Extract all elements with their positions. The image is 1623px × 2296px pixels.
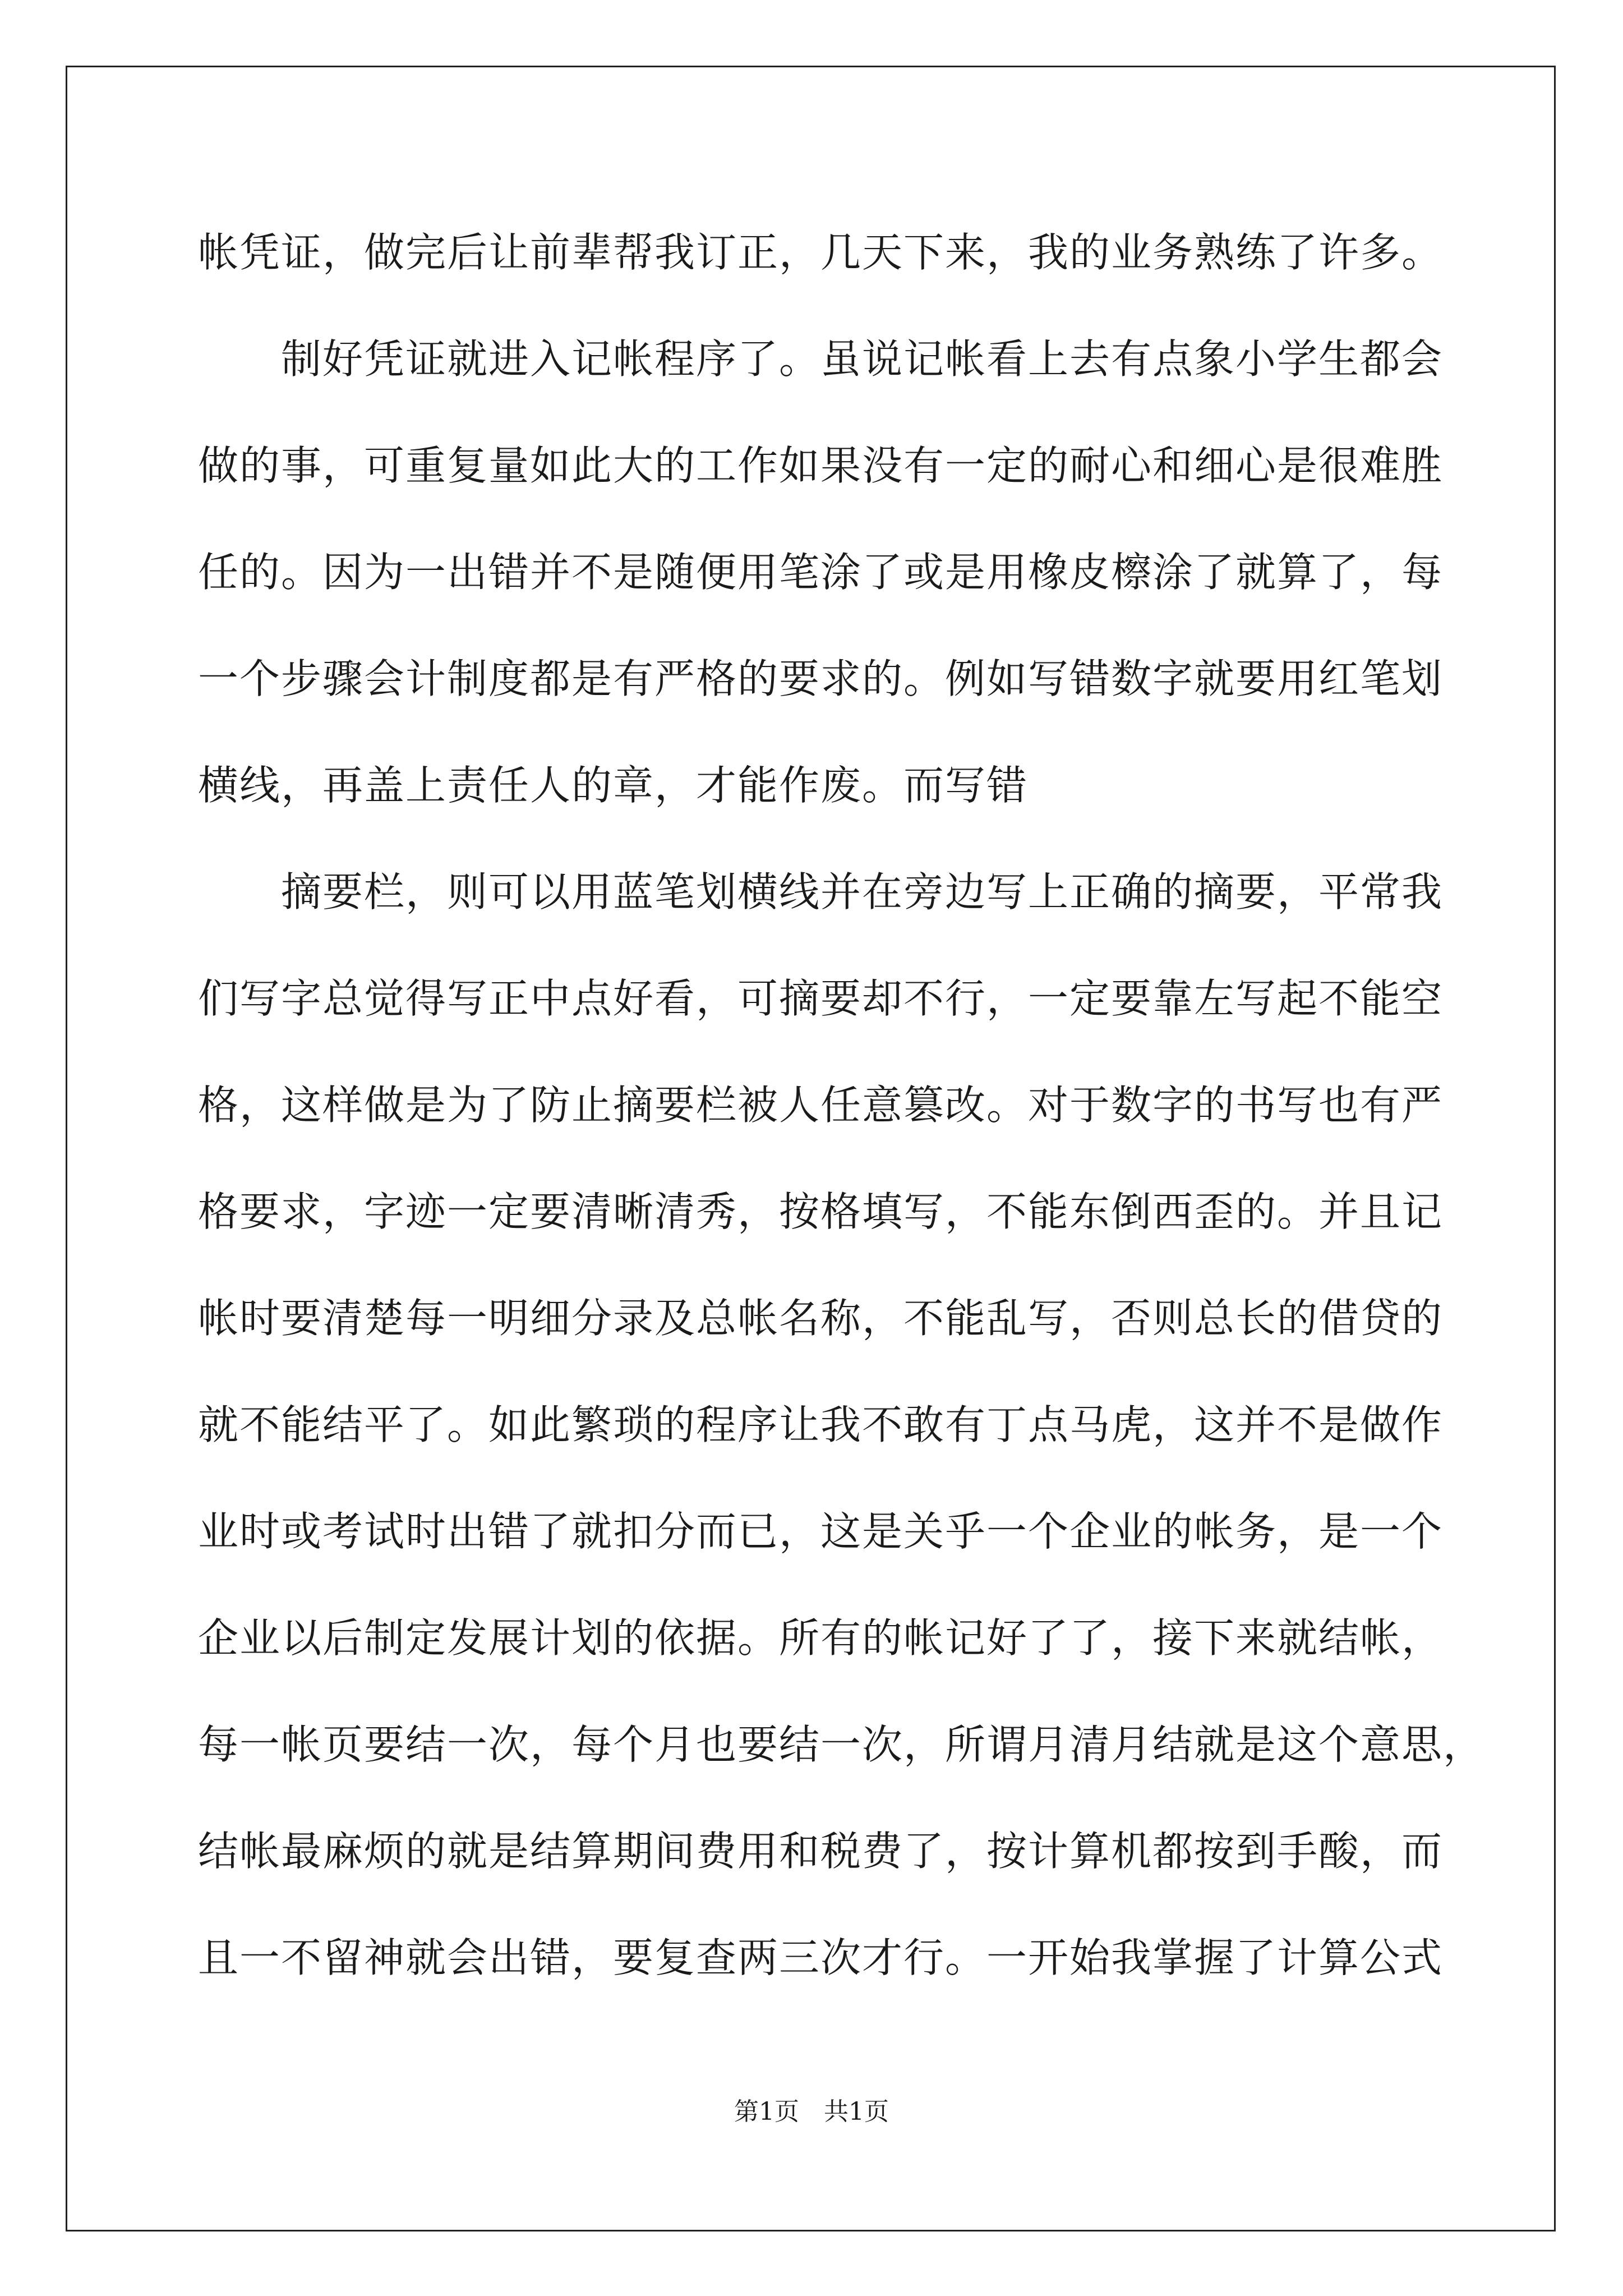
text-line: 企业以后制定发展计划的依据。所有的帐记好了了，接下来就结帐， bbox=[198, 1614, 1444, 1662]
text-line: 们写字总觉得写正中点好看，可摘要却不行，一定要靠左写起不能空 bbox=[198, 975, 1444, 1022]
text-line: 任的。因为一出错并不是随便用笔涂了或是用橡皮檫涂了就算了，每 bbox=[198, 549, 1444, 596]
text-line: 业时或考试时出错了就扣分而已，这是关乎一个企业的帐务，是一个 bbox=[198, 1508, 1444, 1555]
text-line: 摘要栏，则可以用蓝笔划横线并在旁边写上正确的摘要，平常我 bbox=[198, 868, 1444, 915]
text-line: 结帐最麻烦的就是结算期间费用和税费了，按计算机都按到手酸，而 bbox=[198, 1828, 1444, 1875]
text-line: 格，这样做是为了防止摘要栏被人任意篡改。对于数字的书写也有严 bbox=[198, 1082, 1444, 1129]
text-line: 且一不留神就会出错，要复查两三次才行。一开始我掌握了计算公式 bbox=[198, 1934, 1444, 1981]
text-line: 制好凭证就进入记帐程序了。虽说记帐看上去有点象小学生都会 bbox=[198, 335, 1444, 383]
text-line: 每一帐页要结一次，每个月也要结一次，所谓月清月结就是这个意思， bbox=[198, 1721, 1485, 1768]
text-line: 帐时要清楚每一明细分录及总帐名称，不能乱写，否则总长的借贷的 bbox=[198, 1295, 1444, 1342]
text-line: 帐凭证，做完后让前辈帮我订正，几天下来，我的业务熟练了许多。 bbox=[198, 229, 1444, 276]
document-body bbox=[198, 199, 1485, 2011]
text-line: 一个步骤会计制度都是有严格的要求的。例如写错数字就要用红笔划 bbox=[198, 655, 1444, 702]
text-line: 格要求，字迹一定要清晰清秀，按格填写，不能东倒西歪的。并且记 bbox=[198, 1188, 1444, 1235]
text-line: 就不能结平了。如此繁琐的程序让我不敢有丁点马虎，这并不是做作 bbox=[198, 1401, 1444, 1448]
text-line: 横线，再盖上责任人的章，才能作废。而写错 bbox=[198, 762, 1029, 809]
page-footer: 第1页 共1页 bbox=[734, 2097, 889, 2126]
text-line: 做的事，可重复量如此大的工作如果没有一定的耐心和细心是很难胜 bbox=[198, 442, 1444, 489]
